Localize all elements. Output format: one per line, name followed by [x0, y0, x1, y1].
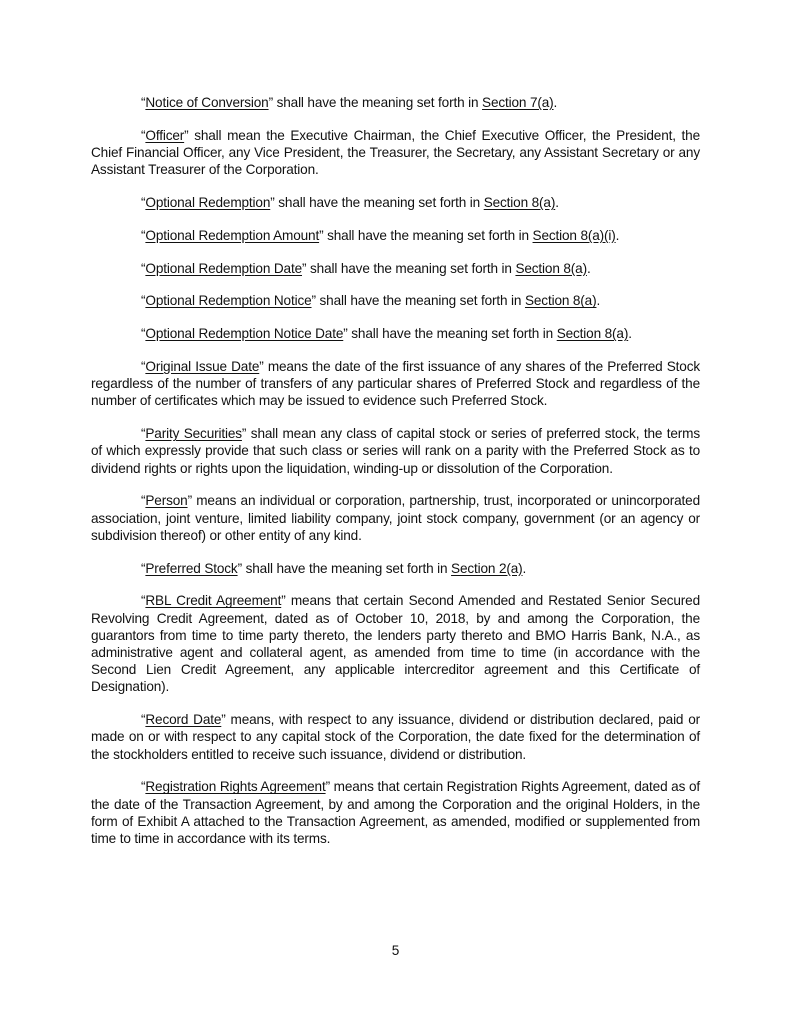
defined-term: Optional Redemption [145, 195, 271, 210]
definition-parity-securities [91, 425, 700, 477]
close-quote: ” [270, 195, 275, 210]
section-reference: Section 2(a) [451, 560, 523, 576]
definitions-section [91, 94, 700, 863]
defined-term: Optional Redemption Notice [145, 293, 312, 309]
section-reference: Section 7(a) [482, 95, 554, 110]
defined-term: Record Date [145, 712, 222, 728]
defined-term: Notice of Conversion [145, 95, 269, 110]
definition-person [91, 492, 700, 544]
defined-term: Registration Rights Agreement [145, 779, 326, 795]
open-quote: “ [141, 227, 146, 243]
definition-preferred-stock [91, 560, 700, 577]
open-quote: “ [141, 95, 146, 110]
definition-optional-redemption-date [91, 260, 700, 277]
definition-rbl-credit-agreement [91, 592, 700, 695]
definition-text: shall have the meaning set forth in [272, 95, 483, 110]
definition-end: . [586, 260, 591, 276]
definition-text: shall mean the Executive Chairman, the Chief Executive Officer, the President, the Chief Financial Officer, any Vice President, the Treasurer, the Secretary, any Assistant Secretary or any Assistant Treasurer of the Corporation. [91, 127, 700, 178]
definition-text: shall have the meaning set forth in [274, 195, 484, 210]
definition-text: shall have the meaning set forth in [323, 227, 533, 243]
defined-term: Parity Securities [145, 426, 242, 442]
definition-end: . [522, 560, 527, 576]
definition-end: . [628, 326, 632, 342]
close-quote: ” [281, 593, 286, 609]
close-quote: ” [268, 95, 273, 110]
open-quote: “ [141, 293, 146, 309]
close-quote: ” [259, 358, 264, 374]
definition-optional-redemption-amount [91, 227, 700, 244]
definition-text: means that certain Registration Rights Agreement, dated as of the date of the Transaction Agreement, by and among the Corporation and the original Holders, in the form of Exhibit A attached to the Transaction Agreement, as amended, modified or supplemented from time to time in accordance with its terms. [91, 779, 700, 847]
definition-notice-of-conversion [91, 94, 700, 111]
close-quote: ” [325, 779, 330, 795]
section-reference: Section 8(a) [524, 293, 597, 309]
definition-officer [91, 127, 700, 179]
defined-term: Person [145, 493, 188, 509]
open-quote: “ [141, 326, 146, 342]
open-quote: “ [141, 260, 146, 276]
definition-registration-rights-agreement [91, 778, 700, 847]
definition-text: shall have the meaning set forth in [315, 293, 525, 309]
definition-text: means the date of the first issuance of any shares of the Preferred Stock regardless of the number of transfers of any particular shares of Preferred Stock and regardless of the number of certificates which may be issued to evidence such Preferred Stock. [91, 358, 700, 409]
definition-text: shall mean any class of capital stock or series of preferred stock, the terms of which expressly provide that such class or series will rank on a parity with the Preferred Stock as to dividend rights or rights upon the liquidation, winding-up or dissolution of the Corporation. [91, 426, 700, 476]
close-quote: ” [311, 293, 316, 309]
close-quote: ” [241, 426, 247, 442]
open-quote: “ [141, 779, 146, 795]
open-quote: “ [141, 195, 146, 210]
close-quote: ” [187, 493, 192, 509]
definition-text: means, with respect to any issuance, dividend or distribution declared, paid or made on or with respect to any capital stock of the Corporation, the date fixed for the determination of the stockholders entitled to receive such issuance, dividend or distribution. [91, 712, 700, 762]
defined-term: Officer [145, 127, 185, 143]
open-quote: “ [141, 593, 146, 609]
defined-term: Optional Redemption Notice Date [145, 326, 344, 342]
section-reference: Section 8(a) [515, 260, 587, 276]
defined-term: Optional Redemption Amount [145, 227, 320, 243]
definition-end: . [555, 195, 559, 210]
open-quote: “ [141, 426, 146, 442]
section-reference: Section 8(a) [556, 326, 629, 342]
close-quote: ” [343, 326, 348, 342]
defined-term: Preferred Stock [145, 560, 238, 576]
close-quote: ” [302, 260, 307, 276]
definition-text: shall have the meaning set forth in [306, 260, 516, 276]
section-reference: Section 8(a)(i) [532, 227, 616, 243]
open-quote: “ [141, 493, 146, 509]
definition-text: shall have the meaning set forth in [241, 560, 452, 576]
open-quote: “ [141, 560, 146, 576]
section-reference: Section 8(a) [483, 195, 556, 210]
defined-term: Original Issue Date [145, 358, 260, 374]
definition-text: means an individual or corporation, partnership, trust, incorporated or unincorporated association, joint venture, limited liability company, joint stock company, government (or an agency or subdivision thereof) or other entity of any kind. [91, 493, 700, 543]
close-quote: ” [237, 560, 242, 576]
definition-original-issue-date [91, 358, 700, 410]
definition-text: means that certain Second Amended and Restated Senior Secured Revolving Credit Agreement, dated as of October 10, 2018, by and among the Corporation, the guarantors from time to time party thereto, the lenders party thereto and BMO Harris Bank, N.A., as administrative agent and collateral agent, as amended from time to time (in accordance with the Second Lien Credit Agreement, any applicable intercreditor agreement and this Certificate of Designation). [91, 593, 701, 695]
definition-end: . [553, 95, 558, 110]
open-quote: “ [141, 712, 146, 728]
definition-optional-redemption-notice-date [91, 325, 700, 342]
definition-optional-redemption-notice [91, 292, 700, 309]
close-quote: ” [184, 127, 189, 143]
definition-text: shall have the meaning set forth in [347, 326, 557, 342]
definition-end: . [596, 293, 601, 309]
open-quote: “ [141, 127, 146, 143]
definition-record-date [91, 711, 700, 763]
defined-term: Optional Redemption Date [145, 260, 302, 276]
definition-optional-redemption [91, 194, 700, 211]
definition-end: . [615, 227, 620, 243]
page-number: 5 [391, 943, 400, 958]
open-quote: “ [141, 358, 146, 374]
close-quote: ” [319, 227, 324, 243]
defined-term: RBL Credit Agreement [145, 593, 282, 609]
close-quote: ” [221, 712, 226, 728]
